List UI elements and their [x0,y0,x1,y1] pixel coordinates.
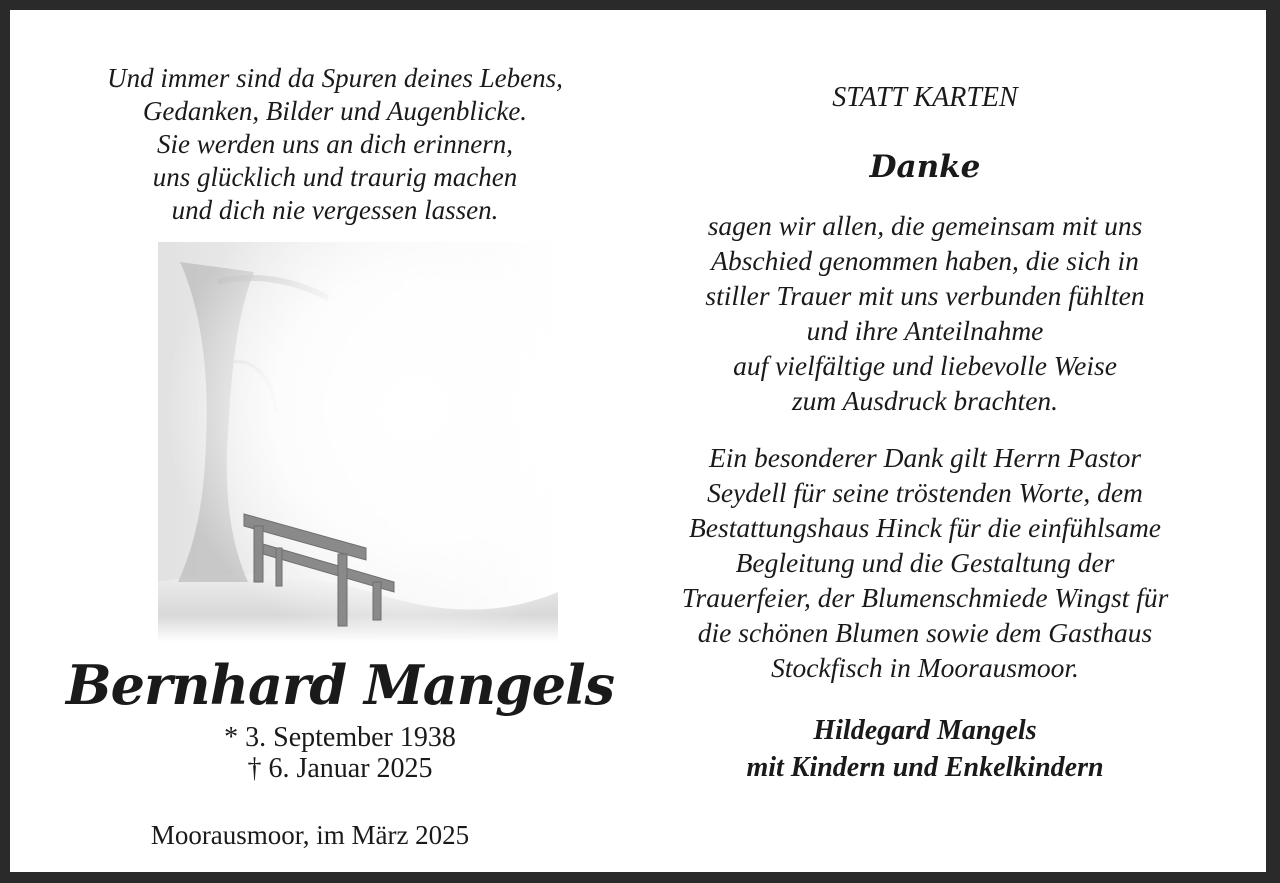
signature [610,712,1240,786]
life-dates [10,722,670,784]
poem-line: Gedanken, Bilder und Augenblicke. [142,96,528,126]
signature-name: Hildegard Mangels [813,715,1037,746]
text-line: sagen wir allen, die gemeinsam mit uns [707,210,1143,241]
birth-date: * 3. September 1938 [224,722,456,753]
text-line: Stockfisch in Moorausmoor. [771,652,1079,683]
place-and-date: Moorausmoor, im März 2025 [150,820,470,850]
special-thanks-text [610,440,1240,685]
text-line: Trauerfeier, der Blumenschmiede Wingst für [681,582,1169,613]
poem-line: und dich nie vergessen lassen. [171,195,499,225]
poem-line: uns glücklich und traurig machen [152,162,518,192]
text-line: auf vielfältige und liebevolle Weise [733,350,1117,381]
text-line: die schönen Blumen sowie dem Gasthaus [697,617,1153,648]
obituary-card [10,10,1266,872]
danke-heading: Danke [869,149,981,185]
text-line: zum Ausdruck brachten. [791,385,1059,416]
text-line: Seydell für seine tröstenden Worte, dem [707,477,1143,508]
text-line: Begleitung und die Gestaltung der [735,547,1115,578]
text-line: Abschied genommen haben, die sich in [711,245,1139,276]
thanks-text [610,208,1240,418]
death-date: † 6. Januar 2025 [247,753,433,784]
text-line: Bestattungshaus Hinck für die einfühlsame [688,512,1162,543]
text-line: stiller Trauer mit uns verbunden fühlten [705,280,1145,311]
text-line: Ein besonderer Dank gilt Herrn Pastor [708,442,1142,473]
signature-family: mit Kindern und Enkelkindern [746,752,1104,783]
poem-line: Und immer sind da Spuren deines Lebens, [107,63,563,93]
statt-karten-heading: STATT KARTEN [832,82,1018,113]
poem-line: Sie werden uns an dich erinnern, [157,129,513,159]
tree-and-bench-icon [158,242,558,642]
memorial-poem [10,62,660,227]
text-line: und ihre Anteilnahme [806,315,1044,346]
deceased-name: Bernhard Mangels [65,653,615,717]
